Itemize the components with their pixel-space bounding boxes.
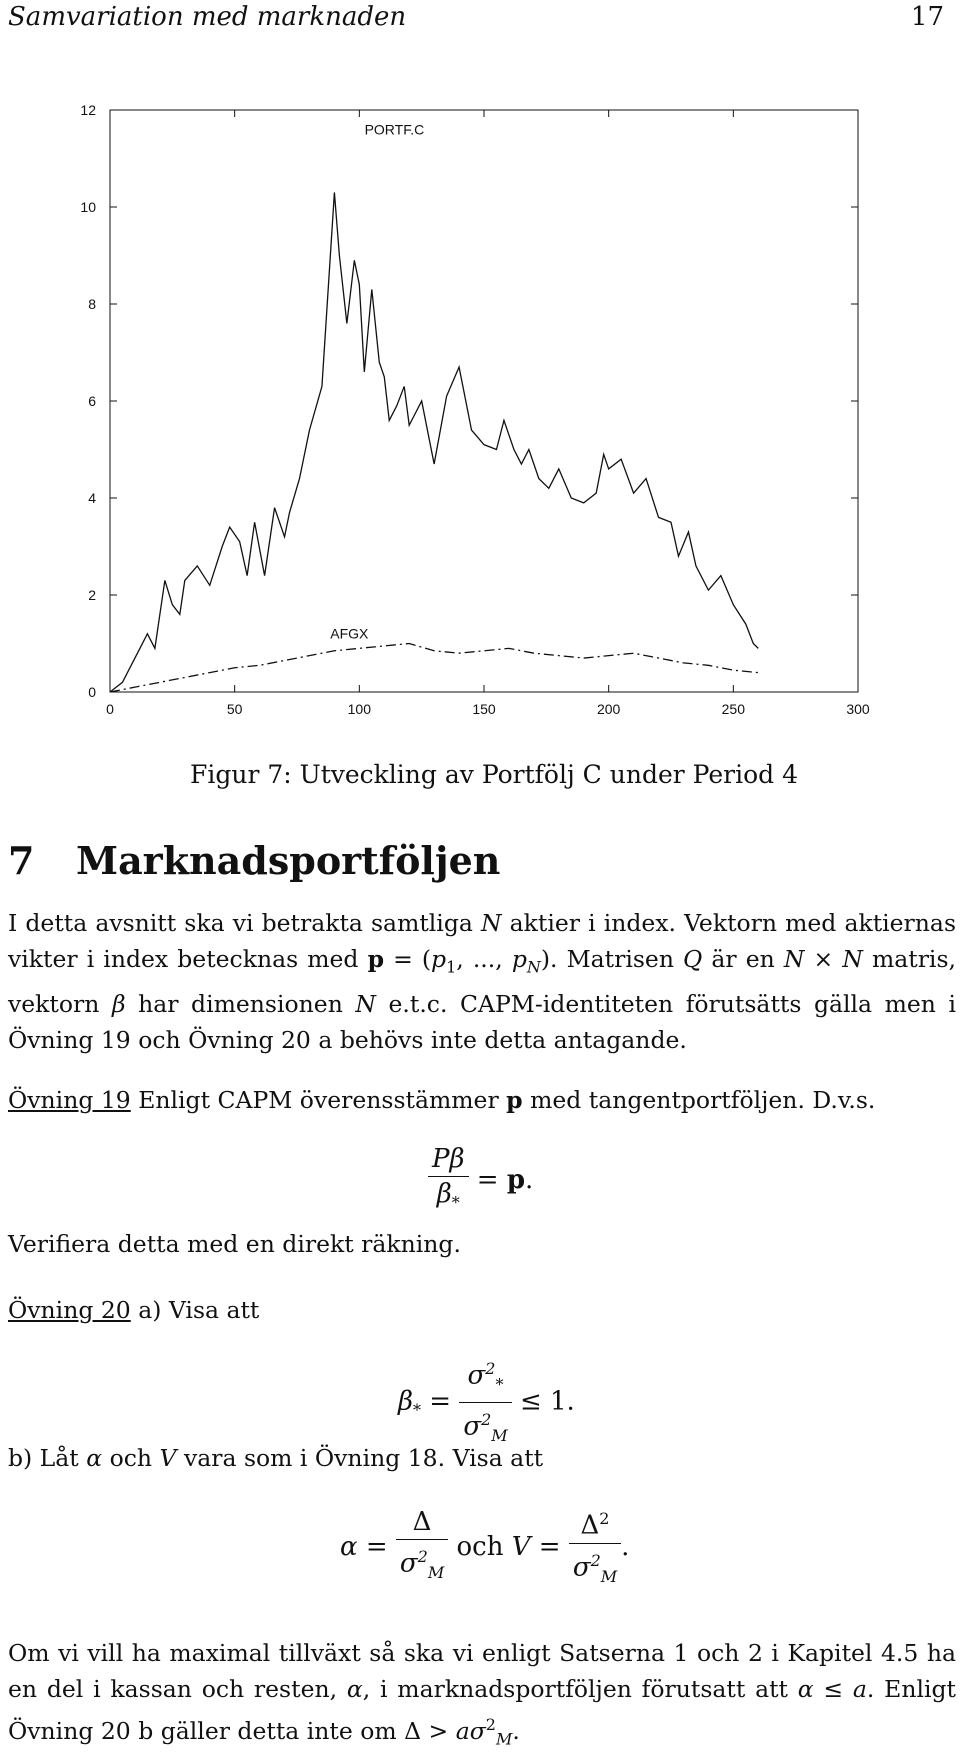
ovning-20-text: a) Visa att bbox=[130, 1296, 260, 1324]
equals-sign: = bbox=[421, 1386, 460, 1417]
subscript: * bbox=[451, 1193, 460, 1213]
fraction bbox=[569, 1502, 621, 1594]
alpha-symbol: α bbox=[86, 1444, 103, 1472]
equals-sign: = bbox=[530, 1531, 569, 1562]
fraction bbox=[396, 1505, 448, 1590]
superscript: 2 bbox=[485, 1359, 496, 1378]
superscript: 2 bbox=[481, 1409, 492, 1429]
period: . bbox=[512, 1716, 520, 1745]
equals-sign: = bbox=[468, 1165, 507, 1196]
y-tick-label: 12 bbox=[80, 102, 96, 118]
delta-symbol: Δ bbox=[580, 1510, 600, 1541]
var-a: a bbox=[455, 1716, 470, 1745]
beta-symbol: β bbox=[436, 1179, 452, 1209]
equation-alpha-v bbox=[340, 1502, 629, 1594]
intro-sub: 1 bbox=[446, 957, 457, 977]
series-line-0 bbox=[110, 192, 758, 692]
subscript: M bbox=[600, 1566, 618, 1586]
intro-text: I detta avsnitt ska vi betrakta samtliga bbox=[8, 909, 481, 937]
plot-frame bbox=[110, 110, 858, 692]
ovning-19-text: med tangentportföljen. D.v.s. bbox=[522, 1086, 876, 1114]
period: . bbox=[525, 1165, 534, 1196]
superscript: 2 bbox=[590, 1550, 601, 1570]
ovning-19-label: Övning 19 bbox=[8, 1086, 131, 1114]
text: vara som i Övning 18. Visa att bbox=[176, 1444, 544, 1472]
alpha-symbol: α bbox=[340, 1531, 358, 1562]
intro-text: ). Matrisen bbox=[540, 945, 684, 973]
text: . Enligt Övning 20 b gäller detta inte om Δ > bbox=[8, 1675, 956, 1745]
fraction-denominator bbox=[396, 1540, 448, 1590]
fraction-numerator bbox=[459, 1352, 511, 1403]
section-number: 7 bbox=[8, 838, 35, 883]
y-tick-label: 6 bbox=[88, 393, 96, 409]
intro-var-n: N bbox=[842, 945, 863, 973]
ovning-19-text: Enligt CAPM överensstämmer bbox=[130, 1086, 507, 1114]
subscript: M bbox=[427, 1563, 445, 1583]
equation-tangent-portfolio bbox=[428, 1142, 533, 1220]
intro-text: aktier i index. Vektorn med aktiernas vikter i index betecknas med bbox=[8, 909, 956, 973]
ovning-20-b-statement bbox=[8, 1440, 956, 1476]
alpha-symbol: α bbox=[797, 1675, 814, 1703]
inequality: ≤ 1. bbox=[511, 1386, 575, 1417]
section-heading bbox=[8, 838, 500, 883]
var-v: V bbox=[159, 1444, 177, 1472]
beta-symbol: β bbox=[398, 1386, 414, 1417]
fraction-denominator bbox=[428, 1177, 469, 1220]
closing-paragraph bbox=[8, 1635, 956, 1758]
subscript: * bbox=[495, 1374, 504, 1394]
intro-var-pn: p bbox=[511, 945, 527, 973]
portfolio-line-chart bbox=[0, 82, 960, 742]
series-label: PORTF.C bbox=[364, 121, 425, 138]
ovning-19-vector-p: p bbox=[506, 1086, 523, 1114]
x-tick-label: 100 bbox=[347, 701, 372, 717]
sigma-symbol: σ bbox=[399, 1548, 418, 1579]
intro-var-p1: p bbox=[431, 945, 447, 973]
x-tick-label: 250 bbox=[721, 701, 746, 717]
intro-vector-p: p bbox=[367, 945, 384, 973]
intro-var-beta: β bbox=[111, 989, 126, 1018]
period: . bbox=[621, 1531, 630, 1562]
subscript: M bbox=[495, 1729, 513, 1749]
intro-text: är en bbox=[702, 945, 784, 973]
intro-text: , ..., bbox=[456, 945, 512, 973]
fraction bbox=[459, 1352, 511, 1453]
ovning-20-label: Övning 20 bbox=[8, 1296, 131, 1324]
section-title: Marknadsportföljen bbox=[76, 838, 501, 883]
ovning-19-statement bbox=[8, 1082, 956, 1118]
intro-var-n: N bbox=[355, 989, 376, 1018]
intro-text: × bbox=[804, 945, 843, 973]
x-tick-label: 300 bbox=[846, 701, 870, 717]
verify-instruction: Verifiera detta med en direkt räkning. bbox=[8, 1230, 461, 1258]
series-label: AFGX bbox=[330, 625, 369, 642]
y-tick-label: 10 bbox=[80, 199, 96, 215]
subscript: M bbox=[491, 1425, 508, 1445]
fraction-numerator: Pβ bbox=[428, 1142, 469, 1177]
sigma-symbol: σ bbox=[469, 1716, 486, 1745]
fraction-denominator bbox=[569, 1544, 621, 1594]
y-tick-label: 4 bbox=[88, 490, 96, 506]
sigma-symbol: σ bbox=[572, 1552, 591, 1583]
intro-var-n: N bbox=[480, 909, 502, 937]
intro-text: = ( bbox=[384, 945, 432, 973]
ovning-20-statement bbox=[8, 1292, 956, 1328]
sigma-symbol: σ bbox=[463, 1411, 482, 1442]
equals-sign: = bbox=[357, 1531, 396, 1562]
text: och bbox=[102, 1444, 160, 1472]
equation-beta-star bbox=[398, 1352, 575, 1453]
x-tick-label: 0 bbox=[106, 701, 114, 717]
subscript: * bbox=[413, 1400, 422, 1420]
fraction-numerator bbox=[569, 1502, 621, 1544]
x-tick-label: 200 bbox=[596, 701, 621, 717]
series-line-1 bbox=[110, 644, 758, 693]
figure-caption: Figur 7: Utveckling av Portfölj C under Period 4 bbox=[190, 760, 798, 789]
x-tick-label: 150 bbox=[472, 701, 496, 717]
superscript: 2 bbox=[599, 1509, 610, 1528]
intro-sub: N bbox=[526, 957, 541, 977]
intro-text: har dimensionen bbox=[125, 989, 356, 1018]
text: och bbox=[448, 1531, 512, 1562]
text: ≤ bbox=[813, 1675, 853, 1703]
var-v: V bbox=[511, 1531, 531, 1562]
fraction bbox=[428, 1142, 469, 1220]
y-tick-label: 0 bbox=[88, 684, 96, 700]
running-header-title: Samvariation med marknaden bbox=[8, 2, 407, 32]
vector-p: p bbox=[506, 1165, 526, 1196]
intro-text: e.t.c. CAPM-identiteten förutsätts gälla men i Övning 19 och Övning 20 a behövs inte detta antagande. bbox=[8, 989, 956, 1054]
intro-var-n: N bbox=[783, 945, 805, 973]
delta-symbol: Δ bbox=[396, 1505, 448, 1540]
text: , i marknadsportföljen förutsatt att bbox=[362, 1675, 798, 1703]
superscript: 2 bbox=[417, 1547, 428, 1567]
alpha-symbol: α bbox=[346, 1675, 363, 1703]
intro-paragraph bbox=[8, 905, 956, 1058]
text: Om vi vill ha maximal tillväxt så ska vi enligt Satserna 1 och 2 i Kapitel 4.5 ha en del i kassan och resten, bbox=[8, 1639, 956, 1703]
text: b) Låt bbox=[8, 1444, 87, 1472]
y-tick-label: 8 bbox=[88, 296, 96, 312]
intro-text: matris, vektorn bbox=[8, 945, 956, 1018]
y-tick-label: 2 bbox=[88, 587, 96, 603]
x-tick-label: 50 bbox=[226, 701, 243, 717]
intro-var-q: Q bbox=[683, 945, 703, 973]
page-number: 17 bbox=[910, 2, 944, 32]
var-a: a bbox=[852, 1675, 867, 1703]
sigma-symbol: σ bbox=[467, 1360, 486, 1391]
superscript: 2 bbox=[485, 1715, 496, 1734]
